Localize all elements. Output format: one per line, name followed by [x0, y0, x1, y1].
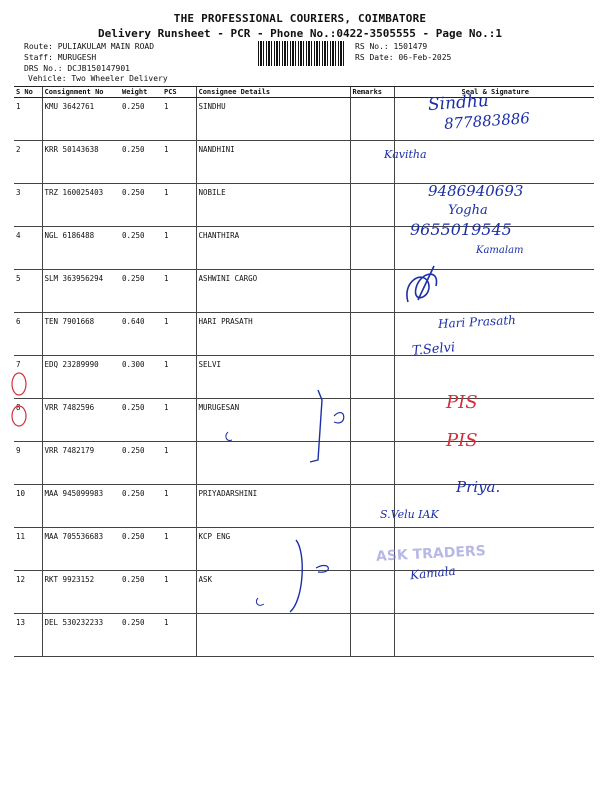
cell-consignment: KMU 3642761 [42, 98, 120, 141]
cell-pcs: 1 [162, 313, 196, 356]
cell-pcs: 1 [162, 356, 196, 399]
signature-6: Hari Prasath [437, 312, 517, 332]
cell-sno: 10 [14, 485, 42, 528]
cell-weight: 0.250 [120, 227, 162, 270]
cell-consignee: SINDHU [196, 98, 350, 141]
cell-pcs: 1 [162, 571, 196, 614]
cell-sno: 1 [14, 98, 42, 141]
cell-consignee: PRIYADARSHINI [196, 485, 350, 528]
cell-consignee: KCP ENG [196, 528, 350, 571]
cell-consignee: ASHWINI CARGO [196, 270, 350, 313]
company-title: THE PROFESSIONAL COURIERS, COIMBATORE [173, 12, 427, 25]
cell-weight: 0.250 [120, 528, 162, 571]
staff-label: Staff: MURUGESH [24, 53, 97, 62]
cell-pcs: 1 [162, 141, 196, 184]
cell-weight: 0.250 [120, 571, 162, 614]
cell-consignment: KRR 50143638 [42, 141, 120, 184]
cell-consignment: MAA 945099983 [42, 485, 120, 528]
rs-number: RS No.: 1501479 [355, 42, 428, 51]
cell-sno: 6 [14, 313, 42, 356]
cell-sno: 13 [14, 614, 42, 657]
col-consignment: Consignment No [42, 87, 120, 98]
signature-11: S.Velu IAK [380, 508, 439, 521]
cell-consignment: RKT 9923152 [42, 571, 120, 614]
company-stamp: ASK TRADERS [375, 543, 487, 565]
signature-7: T.Selvi [411, 340, 456, 359]
signature-1: Sindhu [427, 90, 490, 116]
cell-consignee: NOBILE [196, 184, 350, 227]
rs-date: RS Date: 06-Feb-2025 [355, 53, 452, 62]
signature-2: Kavitha [384, 148, 427, 161]
cell-sno: 7 [14, 356, 42, 399]
cell-sno: 3 [14, 184, 42, 227]
vehicle-label: Vehicle: Two Wheeler Delivery [28, 74, 168, 83]
cell-weight: 0.640 [120, 313, 162, 356]
cell-sno: 11 [14, 528, 42, 571]
cell-sno: 8 [14, 399, 42, 442]
cell-weight: 0.300 [120, 356, 162, 399]
col-sno: S No [14, 87, 42, 98]
drs-number: DRS No.: DCJB150147901 [24, 64, 130, 73]
cell-consignment: SLM 363956294 [42, 270, 120, 313]
cell-consignee: CHANTHIRA [196, 227, 350, 270]
cell-pcs: 1 [162, 184, 196, 227]
phone-note-4: 9655019545 [410, 220, 512, 239]
cell-pcs: 1 [162, 270, 196, 313]
phone-note-1: 877883886 [443, 109, 531, 133]
cell-sno: 9 [14, 442, 42, 485]
signature-10: Priya. [456, 478, 501, 496]
cell-pcs: 1 [162, 614, 196, 657]
cell-consignee: SELVI [196, 356, 350, 399]
cell-weight: 0.250 [120, 270, 162, 313]
cell-weight: 0.250 [120, 614, 162, 657]
col-pcs: PCS [162, 87, 196, 98]
signature-9: PIS [446, 430, 478, 451]
cell-pcs: 1 [162, 442, 196, 485]
cell-consignment: EDQ 23289990 [42, 356, 120, 399]
cell-consignment: MAA 705536683 [42, 528, 120, 571]
cell-consignment: VRR 7482596 [42, 399, 120, 442]
cell-consignee: HARI PRASATH [196, 313, 350, 356]
cell-weight: 0.250 [120, 98, 162, 141]
phone-note-3: 9486940693 [428, 182, 524, 200]
cell-weight: 0.250 [120, 485, 162, 528]
cell-consignment: NGL 6186488 [42, 227, 120, 270]
cell-consignment: VRR 7482179 [42, 442, 120, 485]
col-seal: Seal & Signature [394, 87, 594, 98]
cell-consignee: MURUGESAN [196, 399, 350, 442]
signature-12: Kamala [409, 563, 457, 583]
signature-3: Yogha [448, 203, 488, 218]
cell-weight: 0.250 [120, 184, 162, 227]
route-label: Route: PULIAKULAM MAIN ROAD [24, 42, 155, 51]
col-consignee: Consignee Details [196, 87, 350, 98]
cell-pcs: 1 [162, 399, 196, 442]
runsheet-subtitle: Delivery Runsheet - PCR - Phone No.:0422-3505555 - Page No.:1 [98, 27, 502, 40]
cell-consignee: ASK [196, 571, 350, 614]
cell-weight: 0.250 [120, 141, 162, 184]
signature-8: PIS [446, 392, 478, 413]
signature-4: Kamalam [476, 245, 524, 256]
col-weight: Weight [120, 87, 162, 98]
cell-sno: 12 [14, 571, 42, 614]
cell-pcs: 1 [162, 227, 196, 270]
col-remarks: Remarks [350, 87, 394, 98]
cell-pcs: 1 [162, 528, 196, 571]
cell-sno: 5 [14, 270, 42, 313]
cell-sno: 2 [14, 141, 42, 184]
cell-pcs: 1 [162, 485, 196, 528]
cell-consignee: NANDHINI [196, 141, 350, 184]
cell-consignment: DEL 530232233 [42, 614, 120, 657]
cell-consignment: TRZ 160025403 [42, 184, 120, 227]
cell-weight: 0.250 [120, 399, 162, 442]
cell-consignment: TEN 7901668 [42, 313, 120, 356]
cell-pcs: 1 [162, 98, 196, 141]
cell-weight: 0.250 [120, 442, 162, 485]
cell-sno: 4 [14, 227, 42, 270]
